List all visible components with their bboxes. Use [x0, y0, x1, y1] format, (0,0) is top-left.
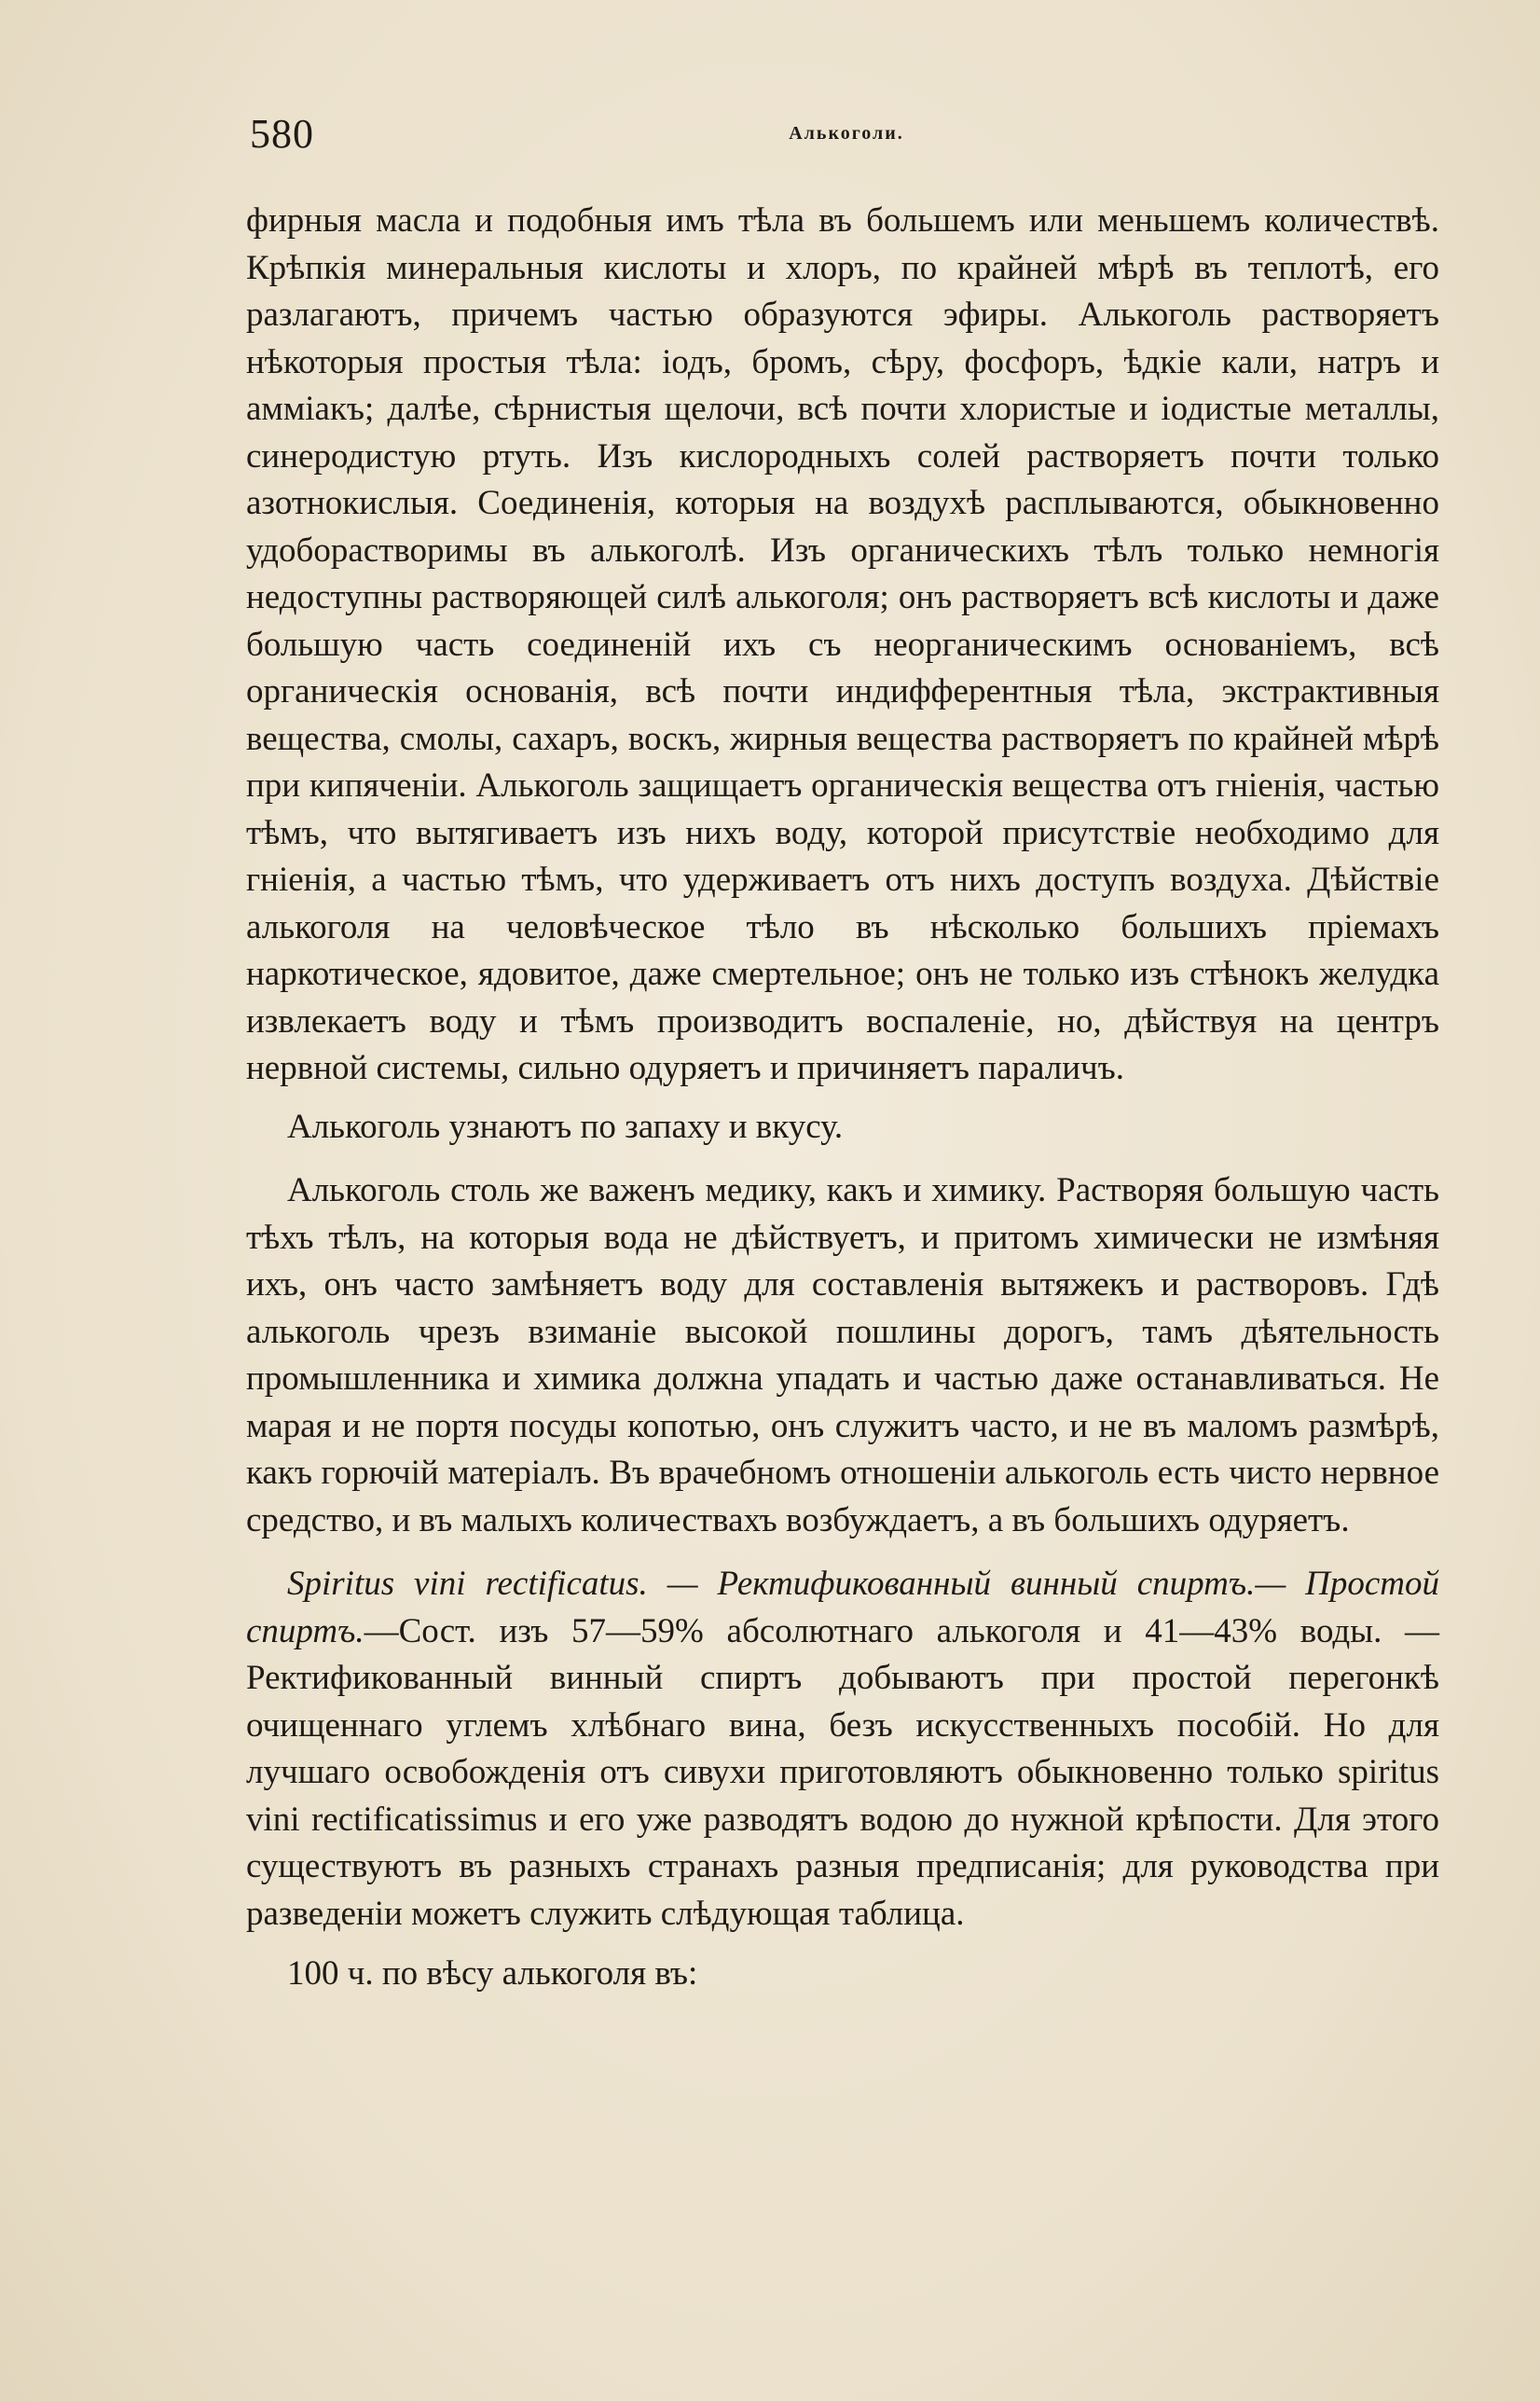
paragraph-table-intro: 100 ч. по вѣсу алькоголя въ: [287, 1954, 698, 1993]
spiritus-vini-heading: Spiritus vini rectificatus. — Ректификованный винный спиртъ.— Простой спиртъ. [246, 1565, 1439, 1650]
paragraph-identification: Алькоголь узнаютъ по запаху и вкусу. [287, 1107, 844, 1146]
paragraph-medical-use: Алькоголь столь же важенъ медику, какъ и химику. Растворяя большую часть тѣхъ тѣлъ, на которыя вода не дѣйствуетъ, и притомъ химически не измѣняя ихъ, онъ часто замѣняетъ воду для составленія вытяжекъ и растворовъ. Гдѣ алькоголь чрезъ взиманіе высокой пошлины дорогъ, тамъ дѣятельность промышленника и химика должна упадать и частью даже останавливаться. Не марая и не портя посуды копотью, онъ служитъ часто, и не въ маломъ размѣрѣ, какъ горючій матеріалъ. Въ врачебномъ отношеніи алькоголь есть чисто нервное средство, и въ малыхъ количествахъ возбуждаетъ, а въ большихъ одуряетъ. [246, 1171, 1439, 1539]
page-number: 580 [250, 111, 314, 157]
paragraph-solvent-properties: фирныя масла и подобныя имъ тѣла въ большемъ или меньшемъ количествѣ. Крѣпкія минеральныя кислоты и хлоръ, по крайней мѣрѣ въ теплотѣ, его разлагаютъ, причемъ частью образуются эфиры. Алькоголь растворяетъ нѣкоторыя простыя тѣла: іодъ, бромъ, сѣру, фосфоръ, ѣдкіе кали, натръ и амміакъ; далѣе, сѣрнистыя щелочи, всѣ почти хлористые и іодистые металлы, синеродистую ртуть. Изъ кислородныхъ солей растворяетъ почти только азотнокислыя. Соединенія, которыя на воздухѣ расплываются, обыкновенно удоборастворимы въ алькоголѣ. Изъ органическихъ тѣлъ только немногія недоступны растворяющей силѣ алькоголя; онъ растворяетъ всѣ кислоты и даже большую часть соединеній ихъ съ неорганическимъ основаніемъ, всѣ органическія основанія, всѣ почти индифферентныя тѣла, экстрактивныя вещества, смолы, сахаръ, воскъ, жирныя вещества растворяетъ по крайней мѣрѣ при кипяченіи. Алькоголь защищаетъ органическія вещества отъ гніенія, частью тѣмъ, что вытягиваетъ изъ нихъ воду, которой присутствіе необходимо для гніенія, а частью тѣмъ, что удерживаетъ отъ нихъ доступъ воздуха. Дѣйствіе алькоголя на человѣческое тѣло въ нѣсколько большихъ пріемахъ наркотическое, ядовитое, даже смертельное; онъ не только изъ стѣнокъ желудка извлекаетъ воду и тѣмъ производитъ воспаленіе, но, дѣйствуя на центръ нервной системы, сильно одуряетъ и причиняетъ параличъ. [246, 201, 1439, 1087]
spiritus-vini-description: —Сост. изъ 57—59% абсолютнаго алькоголя и 41—43% воды. — Ректификованный винный спиртъ добываютъ при простой перегонкѣ очищеннаго углемъ хлѣбнаго вина, безъ искусственныхъ пособій. Но для лучшаго освобожденія отъ сивухи приготовляютъ обыкновенно только spiritus vini rectificatissimus и его уже разводятъ водою до нужной крѣпости. Для этого существуютъ въ разныхъ странахъ разныя предписанія; для руководства при разведеніи можетъ служить слѣдующая таблица. [246, 1611, 1439, 1933]
body-text [246, 198, 1439, 1998]
running-title: Алькоголи. [789, 123, 904, 144]
paragraph-spiritus-vini [246, 1561, 1439, 1938]
page-header [250, 110, 1443, 166]
